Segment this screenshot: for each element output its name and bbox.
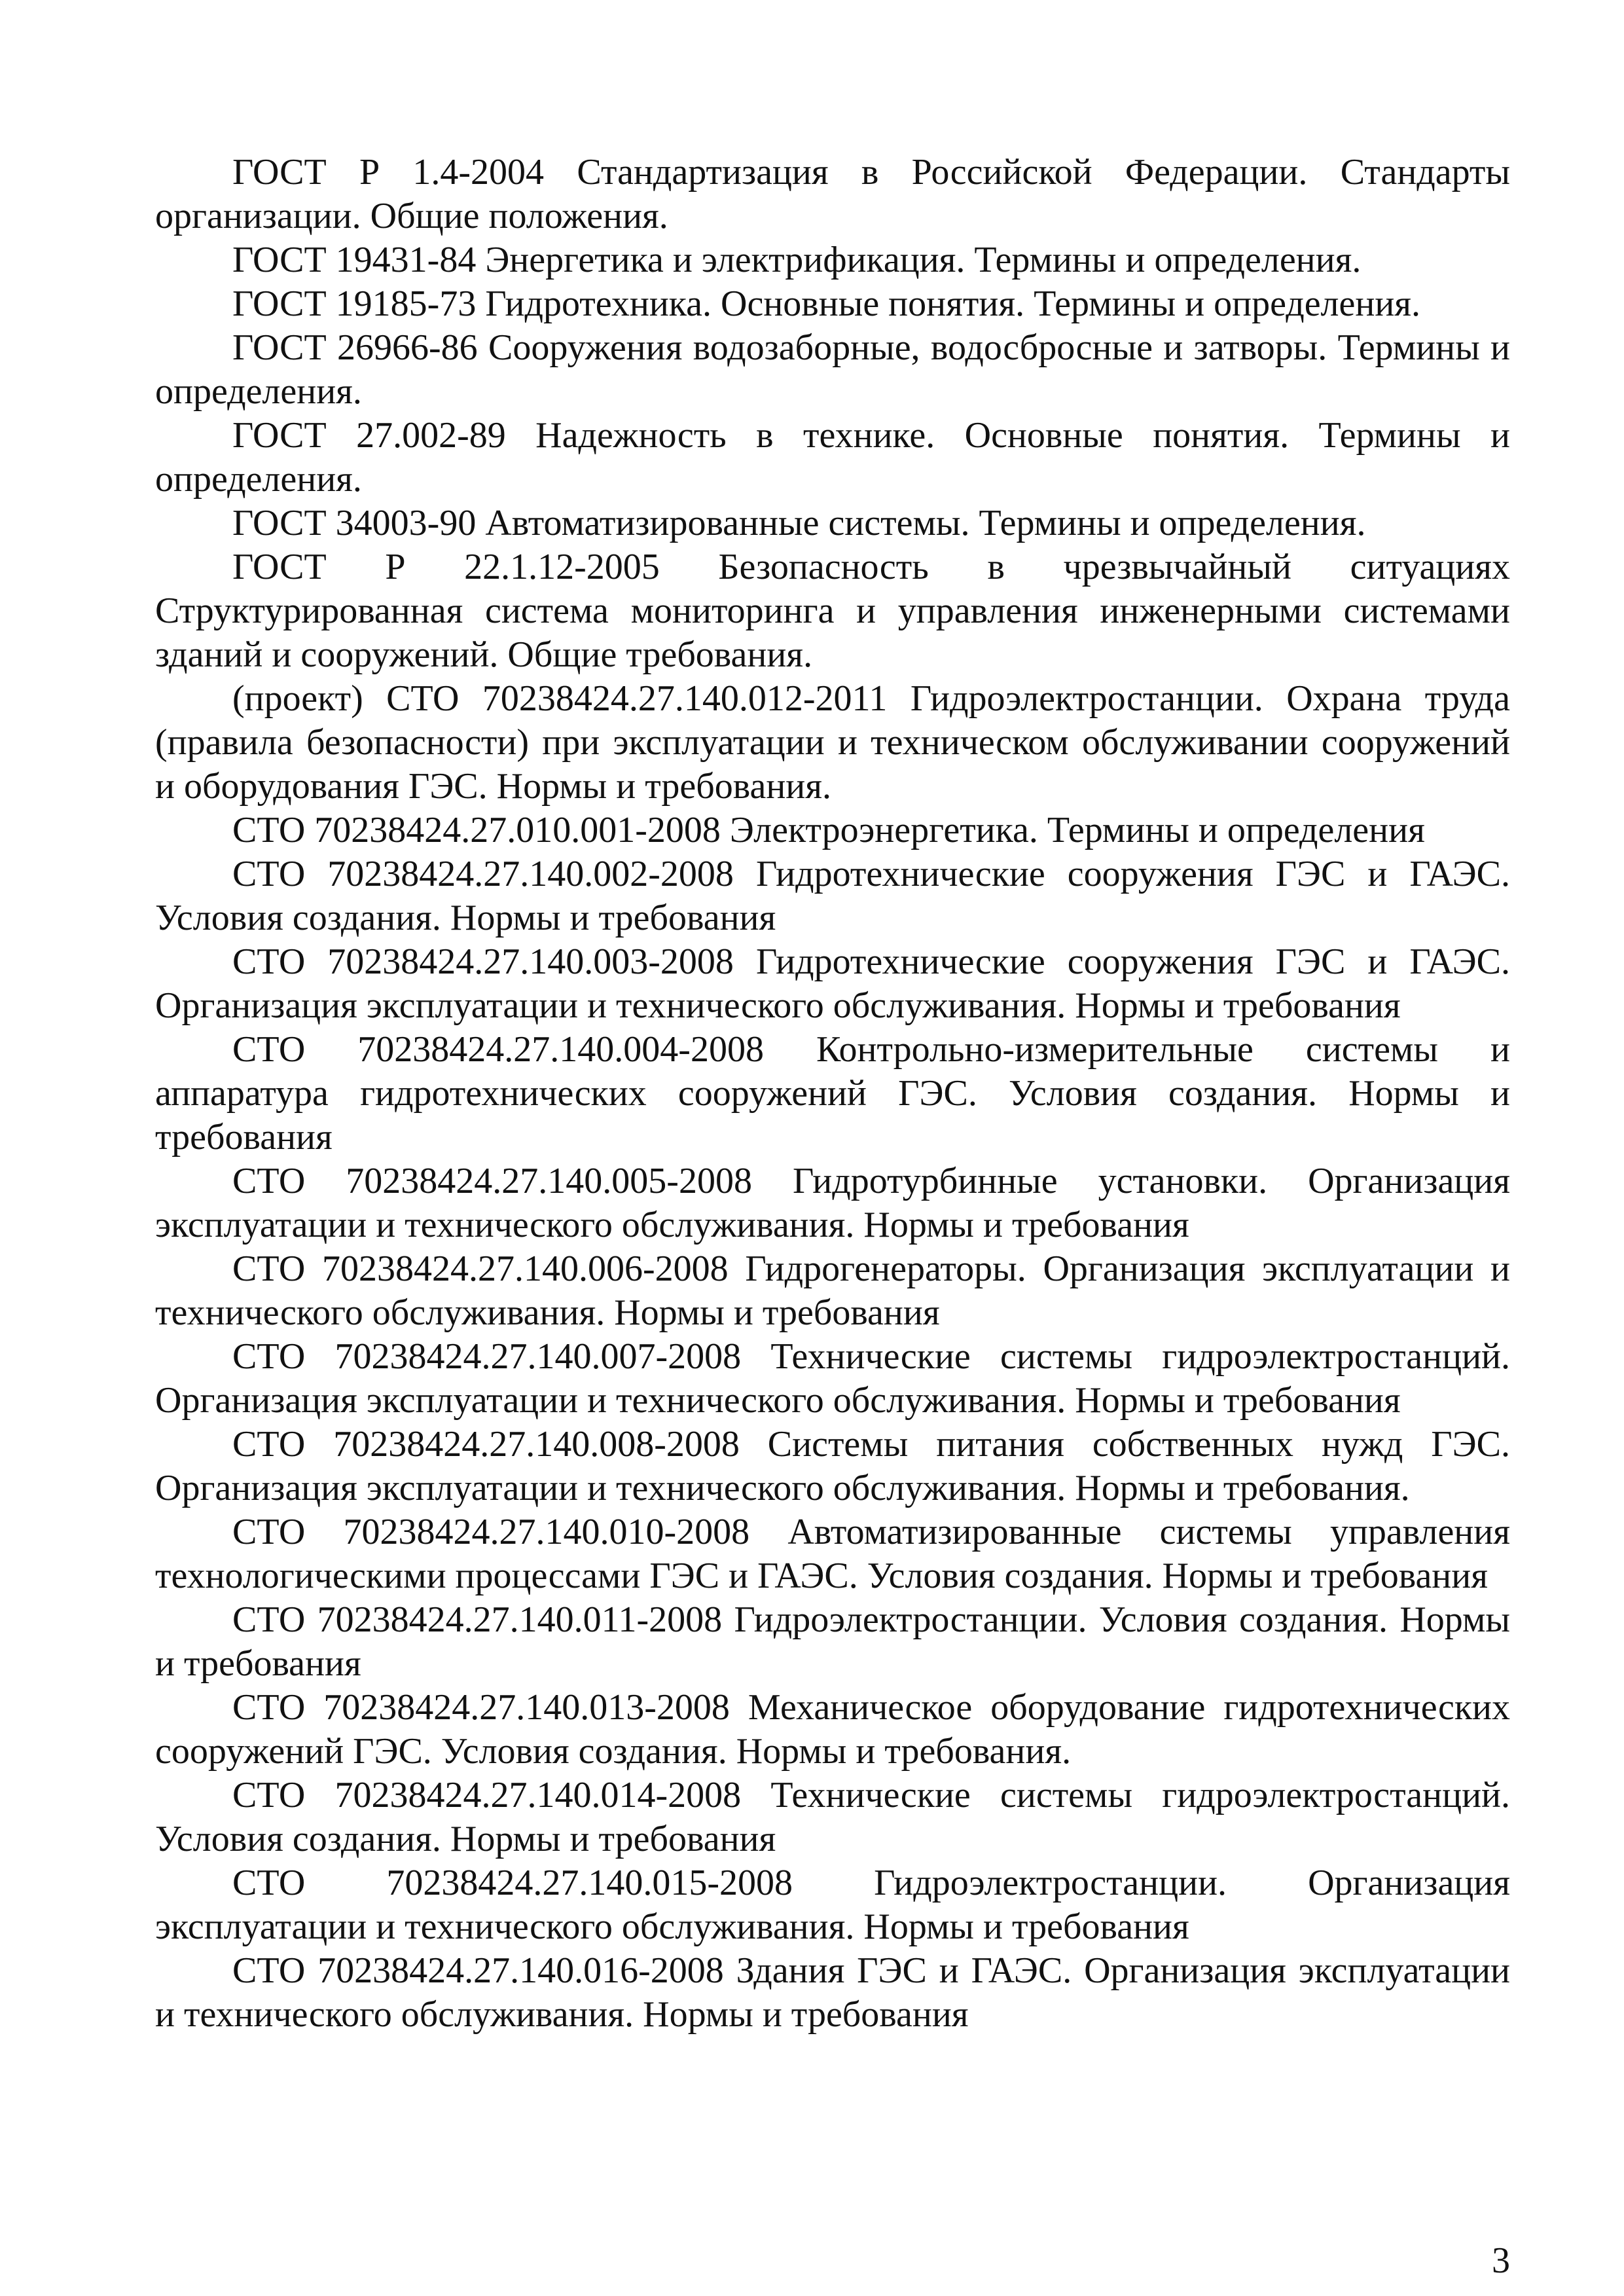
reference-item: СТО 70238424.27.140.002-2008 Гидротехнические сооружения ГЭС и ГАЭС. Условия создания. Нормы и требования [155,854,1510,938]
reference-item: ГОСТ 34003-90 Автоматизированные системы. Термины и определения. [232,503,1366,543]
reference-item: СТО 70238424.27.140.014-2008 Технические системы гидроэлектростанций. Условия создания. Нормы и требования [155,1775,1510,1859]
reference-item: ГОСТ 26966-86 Сооружения водозаборные, водосбросные и затворы. Термины и определения. [155,327,1510,412]
reference-item: ГОСТ Р 1.4-2004 Стандартизация в Российской Федерации. Стандарты организации. Общие положения. [155,152,1510,236]
reference-item: ГОСТ 27.002-89 Надежность в технике. Основные понятия. Термины и определения. [155,415,1510,500]
reference-item: СТО 70238424.27.140.011-2008 Гидроэлектростанции. Условия создания. Нормы и требования [155,1599,1510,1684]
reference-item: СТО 70238424.27.140.004-2008 Контрольно-измерительные системы и аппаратура гидротехнических сооружений ГЭС. Условия создания. Нормы и требования [155,1029,1510,1157]
reference-item: СТО 70238424.27.140.007-2008 Технические системы гидроэлектростанций. Организация эксплуатации и технического обслуживания. Нормы и требования [155,1336,1510,1421]
reference-item: СТО 70238424.27.140.010-2008 Автоматизированные системы управления технологическими процессами ГЭС и ГАЭС. Условия создания. Нормы и требования [155,1512,1510,1596]
reference-item: ГОСТ Р 22.1.12-2005 Безопасность в чрезвычайный ситуациях Структурированная система мониторинга и управления инженерными системами зданий и сооружений. Общие требования. [155,547,1510,675]
reference-item: СТО 70238424.27.140.016-2008 Здания ГЭС и ГАЭС. Организация эксплуатации и технического обслуживания. Нормы и требования [155,1950,1510,2035]
reference-item: (проект) СТО 70238424.27.140.012-2011 Гидроэлектростанции. Охрана труда (правила безопасности) при эксплуатации и техническом обслуживании сооружений и оборудования ГЭС. Нормы и требования. [155,678,1510,807]
reference-item: ГОСТ 19431-84 Энергетика и электрификация. Термины и определения. [232,240,1362,280]
page-number: 3 [1492,2240,1510,2281]
reference-item: СТО 70238424.27.140.013-2008 Механическое оборудование гидротехнических сооружений ГЭС. Условия создания. Нормы и требования. [155,1687,1510,1772]
reference-item: ГОСТ 19185-73 Гидротехника. Основные понятия. Термины и определения. [232,283,1421,324]
reference-item: СТО 70238424.27.140.006-2008 Гидрогенераторы. Организация эксплуатации и технического обслуживания. Нормы и требования [155,1248,1510,1333]
reference-item: СТО 70238424.27.010.001-2008 Электроэнергетика. Термины и определения [232,810,1425,850]
reference-list [155,151,1510,2037]
reference-item: СТО 70238424.27.140.015-2008 Гидроэлектростанции. Организация эксплуатации и технического обслуживания. Нормы и требования [155,1863,1510,1947]
reference-item: СТО 70238424.27.140.003-2008 Гидротехнические сооружения ГЭС и ГАЭС. Организация эксплуатации и технического обслуживания. Нормы и требования [155,941,1510,1026]
reference-item: СТО 70238424.27.140.005-2008 Гидротурбинные установки. Организация эксплуатации и технического обслуживания. Нормы и требования [155,1161,1510,1245]
reference-item: СТО 70238424.27.140.008-2008 Системы питания собственных нужд ГЭС. Организация эксплуатации и технического обслуживания. Нормы и требования. [155,1424,1510,1508]
